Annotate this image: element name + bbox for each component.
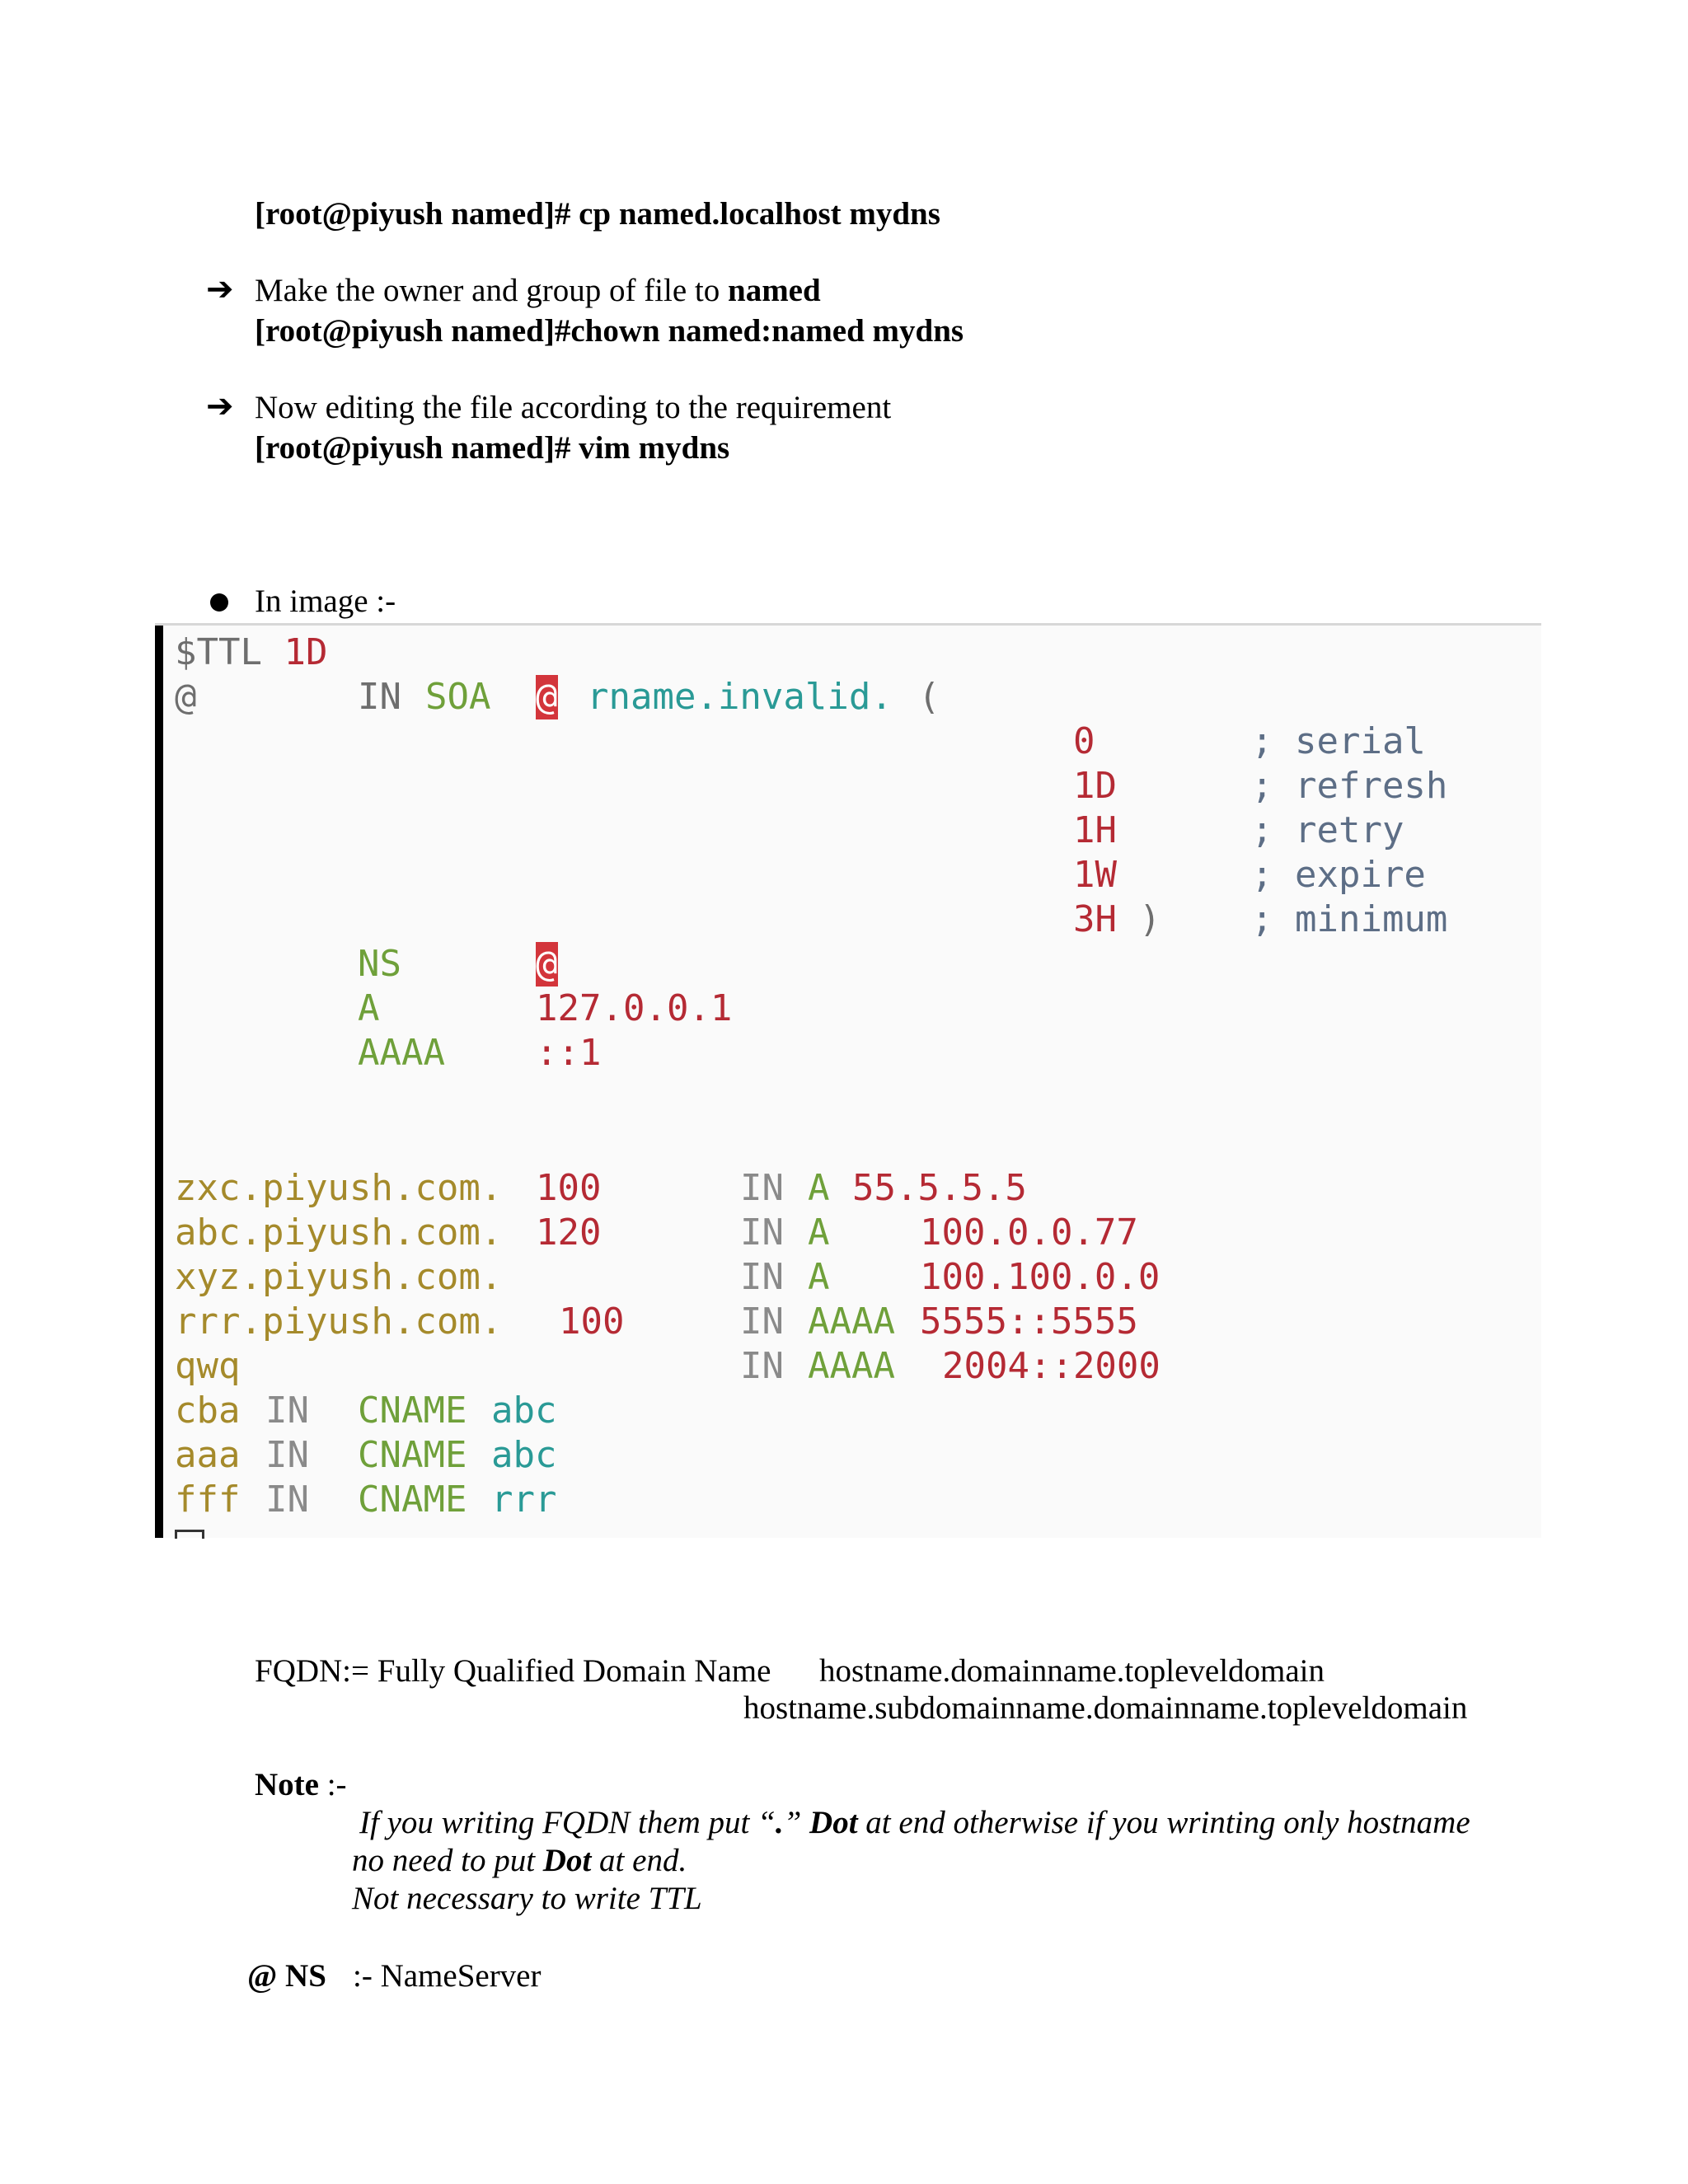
- note-text: ”: [783, 1805, 810, 1840]
- refresh-comment: ; refresh: [1251, 765, 1448, 807]
- cname-keyword: CNAME: [358, 1479, 467, 1521]
- note-dot-word: Dot: [542, 1843, 592, 1878]
- ns-keyword: NS: [358, 943, 401, 985]
- note-heading-rest: :-: [318, 1767, 347, 1802]
- rname: rname.invalid.: [587, 676, 893, 718]
- record-value: 2004::2000: [942, 1345, 1160, 1387]
- note-line-2: [352, 1842, 687, 1880]
- arrow-right-icon: ➔: [206, 387, 234, 425]
- a-value: 127.0.0.1: [536, 987, 733, 1029]
- retry-comment: ; retry: [1251, 809, 1404, 851]
- note-text: at end otherwise if you wrinting only hostname: [857, 1805, 1470, 1840]
- origin-symbol: @: [175, 676, 197, 718]
- cname-in: IN: [265, 1479, 309, 1521]
- a-keyword: A: [358, 987, 380, 1029]
- owner-bold: named: [728, 273, 821, 308]
- record-value: 100.100.0.0: [920, 1256, 1160, 1298]
- record-value: 55.5.5.5: [852, 1167, 1027, 1209]
- cname-keyword: CNAME: [358, 1390, 467, 1432]
- bullet-icon: [210, 593, 228, 612]
- soa-in: IN: [358, 676, 401, 718]
- record-value: 5555::5555: [920, 1301, 1138, 1343]
- soa-origin-highlight: @: [536, 676, 558, 718]
- record-ttl: 120: [536, 1212, 602, 1254]
- note-text: at end.: [591, 1843, 687, 1878]
- note-line-1: [359, 1804, 1470, 1842]
- cname-target: rrr: [491, 1479, 557, 1521]
- record-type: A: [808, 1256, 830, 1298]
- copy-command: [root@piyush named]# cp named.localhost mydns: [255, 196, 940, 232]
- expire-value: 1W: [1073, 854, 1117, 896]
- record-host: rrr.piyush.com.: [175, 1301, 503, 1343]
- ns-term: @ NS: [247, 1958, 326, 1994]
- refresh-value: 1D: [1073, 765, 1117, 807]
- minimum-comment: ; minimum: [1251, 898, 1448, 940]
- vim-command: [root@piyush named]# vim mydns: [255, 430, 730, 466]
- ns-origin-highlight: @: [536, 943, 558, 985]
- record-in: IN: [740, 1345, 784, 1387]
- note-heading: [255, 1766, 347, 1804]
- note-heading-bold: Note: [255, 1767, 319, 1802]
- record-host: zxc.piyush.com.: [175, 1167, 503, 1209]
- cname-host: cba: [175, 1390, 241, 1432]
- record-in: IN: [740, 1256, 784, 1298]
- cname-host: fff: [175, 1479, 241, 1521]
- serial-value: 0: [1073, 720, 1095, 762]
- ttl-value: 1D: [284, 631, 328, 673]
- retry-value: 1H: [1073, 809, 1117, 851]
- note-line-3: Not necessary to write TTL: [352, 1881, 702, 1916]
- record-in: IN: [740, 1167, 784, 1209]
- serial-comment: ; serial: [1251, 720, 1426, 762]
- fqdn-format-1: hostname.domainname.topleveldomain: [819, 1653, 1325, 1689]
- cname-target: abc: [491, 1434, 557, 1476]
- record-in: IN: [740, 1301, 784, 1343]
- cname-in: IN: [265, 1390, 309, 1432]
- arrow-right-icon: ➔: [206, 270, 234, 308]
- note-dot-word: Dot: [809, 1805, 858, 1840]
- record-host: abc.piyush.com.: [175, 1212, 503, 1254]
- ttl-line: [175, 630, 327, 675]
- record-host: xyz.piyush.com.: [175, 1256, 503, 1298]
- minimum-value: 3H: [1073, 898, 1117, 940]
- record-value: 100.0.0.77: [920, 1212, 1138, 1254]
- ttl-key: $TTL: [175, 631, 262, 673]
- image-label: In image :-: [255, 583, 396, 619]
- paren-close: ): [1139, 898, 1161, 940]
- note-text: If you writing FQDN them put “: [359, 1805, 776, 1840]
- note-text: no need to put: [352, 1843, 543, 1878]
- record-ttl: 100: [559, 1301, 625, 1343]
- note-dot: .: [775, 1805, 784, 1840]
- record-type: AAAA: [808, 1345, 895, 1387]
- record-ttl: 100: [536, 1167, 602, 1209]
- aaaa-value: ::1: [536, 1032, 602, 1074]
- soa-keyword: SOA: [425, 676, 491, 718]
- record-type: A: [808, 1212, 830, 1254]
- expire-comment: ; expire: [1251, 854, 1426, 896]
- edit-instruction: Now editing the file according to the requirement: [255, 390, 892, 425]
- text-cursor: [175, 1530, 204, 1539]
- owner-instruction: [255, 272, 821, 310]
- record-type: AAAA: [808, 1301, 895, 1343]
- cname-in: IN: [265, 1434, 309, 1476]
- fqdn-label: FQDN:= Fully Qualified Domain Name: [255, 1653, 771, 1689]
- cname-target: abc: [491, 1390, 557, 1432]
- paren-open: (: [918, 676, 940, 718]
- cname-host: aaa: [175, 1434, 241, 1476]
- fqdn-format-2: hostname.subdomainname.domainname.topleveldomain: [743, 1690, 1468, 1726]
- cname-keyword: CNAME: [358, 1434, 467, 1476]
- record-host: qwq: [175, 1345, 241, 1387]
- ns-description: :- NameServer: [353, 1958, 542, 1994]
- record-type: A: [808, 1167, 830, 1209]
- aaaa-keyword: AAAA: [358, 1032, 445, 1074]
- terminal-screenshot: [155, 623, 1541, 1538]
- terminal-top-border: [155, 623, 1541, 626]
- chown-command: [root@piyush named]#chown named:named mydns: [255, 313, 964, 349]
- record-in: IN: [740, 1212, 784, 1254]
- owner-text: Make the owner and group of file to: [255, 273, 728, 308]
